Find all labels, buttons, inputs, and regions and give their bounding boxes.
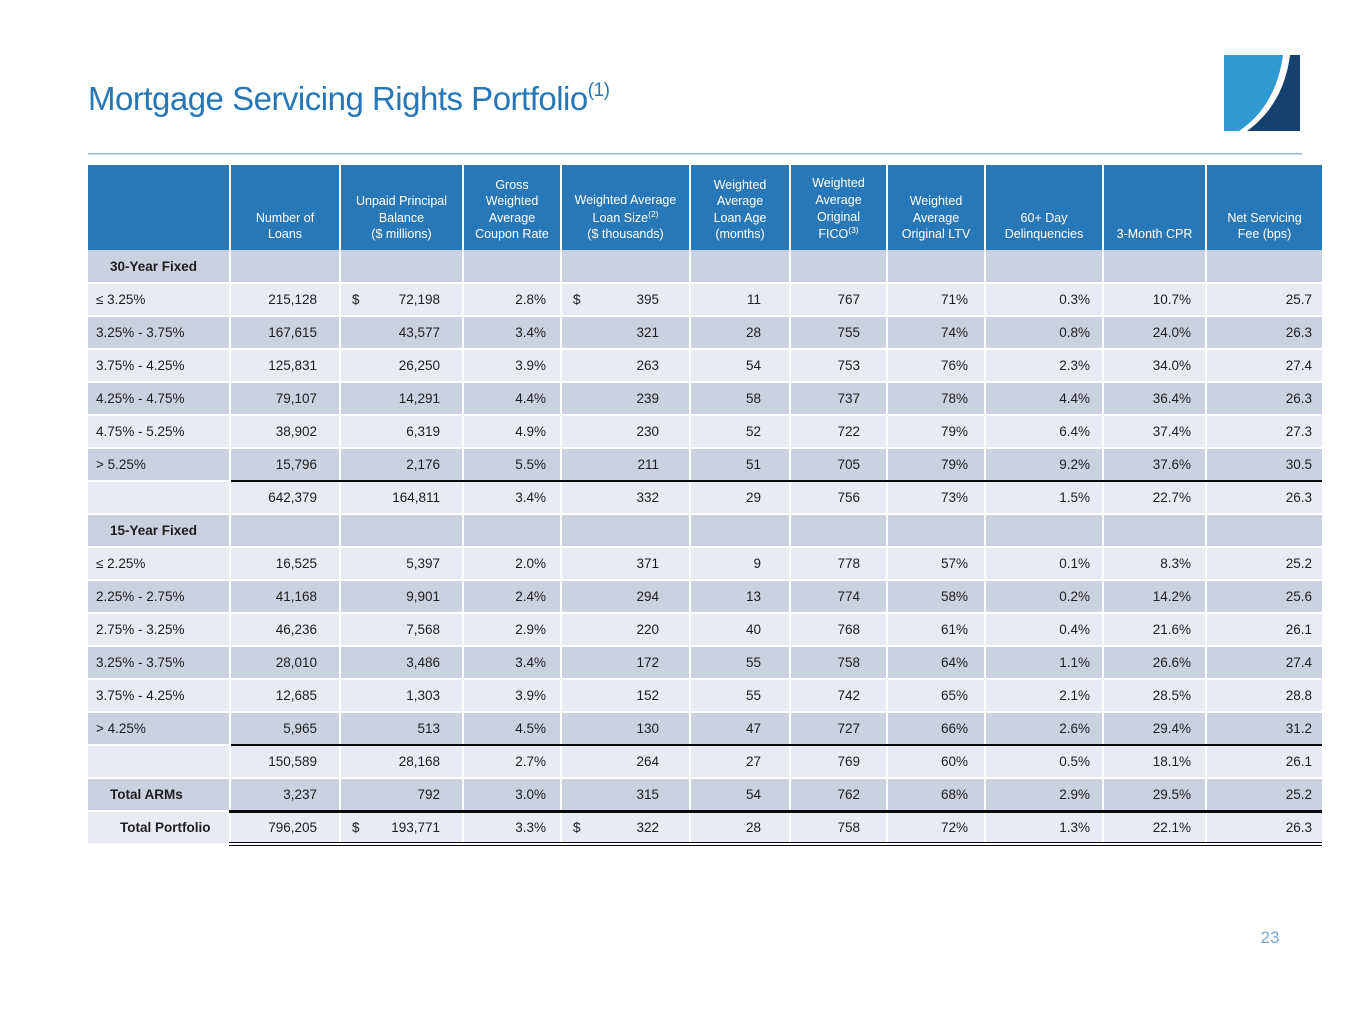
table-cell: 705 (790, 448, 887, 481)
table-cell: 73% (887, 481, 985, 514)
column-header-3-month-cpr: 3-Month CPR (1103, 165, 1206, 250)
table-cell: 9.2% (985, 448, 1103, 481)
table-cell: 8.3% (1103, 547, 1206, 580)
table-cell (1206, 250, 1322, 283)
table-cell: 755 (790, 316, 887, 349)
table-cell: 0.3% (985, 283, 1103, 316)
table-cell: 2.1% (985, 679, 1103, 712)
msr-table-wrap (88, 165, 1322, 846)
table-cell: 26.1 (1206, 745, 1322, 778)
table-cell: 10.7% (1103, 283, 1206, 316)
table-row-4.25 (88, 712, 1322, 745)
table-cell: 64% (887, 646, 985, 679)
table-cell: 264 (561, 745, 690, 778)
table-cell: 1.3% (985, 811, 1103, 844)
table-cell: 26.1 (1206, 613, 1322, 646)
table-cell: 22.7% (1103, 481, 1206, 514)
page-title-text: Mortgage Servicing Rights Portfolio (88, 80, 588, 117)
table-row-2.25 (88, 547, 1322, 580)
table-cell: 27.3 (1206, 415, 1322, 448)
table-cell: 150,589 (230, 745, 340, 778)
table-cell: 31.2 (1206, 712, 1322, 745)
table-cell: 230 (561, 415, 690, 448)
table-cell: 2.6% (985, 712, 1103, 745)
table-cell: 76% (887, 349, 985, 382)
table-cell: 25.6 (1206, 580, 1322, 613)
table-cell: 13 (690, 580, 790, 613)
table-cell: 0.1% (985, 547, 1103, 580)
table-cell: 321 (561, 316, 690, 349)
table-cell (561, 811, 690, 844)
table-cell: 722 (790, 415, 887, 448)
table-cell: 332 (561, 481, 690, 514)
table-row-subtotal (88, 745, 1322, 778)
table-cell: 26.3 (1206, 811, 1322, 844)
table-cell: 263 (561, 349, 690, 382)
table-cell: 769 (790, 745, 887, 778)
table-row-2.75-3.25 (88, 613, 1322, 646)
table-cell: 14.2% (1103, 580, 1206, 613)
header-footnote-marker: (3) (848, 225, 859, 236)
table-cell: 2.8% (463, 283, 561, 316)
table-cell: 294 (561, 580, 690, 613)
table-cell (561, 283, 690, 316)
row-label: 30-Year Fixed (88, 250, 230, 283)
table-cell: 3.9% (463, 679, 561, 712)
table-cell: 742 (790, 679, 887, 712)
table-cell: 767 (790, 283, 887, 316)
table-cell: 28.5% (1103, 679, 1206, 712)
company-logo (1224, 55, 1300, 131)
table-cell: 26,250 (340, 349, 463, 382)
row-label: Total ARMs (88, 778, 230, 811)
table-cell: 778 (790, 547, 887, 580)
table-cell: 25.2 (1206, 778, 1322, 811)
portfolio-table (88, 165, 1322, 846)
table-cell (1103, 514, 1206, 547)
table-cell: 4.4% (985, 382, 1103, 415)
table-cell: 43,577 (340, 316, 463, 349)
company-logo-icon (1224, 55, 1300, 131)
row-label: 15-Year Fixed (88, 514, 230, 547)
table-cell (690, 514, 790, 547)
table-cell (463, 250, 561, 283)
column-header-number-of-loans: Number of Loans (230, 165, 340, 250)
cell-value: 193,771 (391, 819, 440, 835)
table-cell (230, 250, 340, 283)
table-cell: 55 (690, 679, 790, 712)
table-cell (340, 514, 463, 547)
table-row-3.25-3.75 (88, 316, 1322, 349)
table-cell (790, 514, 887, 547)
cell-value: 322 (636, 819, 659, 835)
table-cell: 54 (690, 349, 790, 382)
table-cell (561, 514, 690, 547)
table-cell: 12,685 (230, 679, 340, 712)
table-cell: 125,831 (230, 349, 340, 382)
table-cell: 0.5% (985, 745, 1103, 778)
column-header-weighted-average-original-ltv: Weighted Average Original LTV (887, 165, 985, 250)
table-cell: 79% (887, 415, 985, 448)
table-row-3.75-4.25 (88, 349, 1322, 382)
row-label: 3.75% - 4.25% (88, 349, 230, 382)
table-cell (985, 250, 1103, 283)
table-cell: 1.1% (985, 646, 1103, 679)
table-cell: 58% (887, 580, 985, 613)
table-cell (340, 811, 463, 844)
table-cell: 65% (887, 679, 985, 712)
table-cell: 4.9% (463, 415, 561, 448)
table-cell: 30.5 (1206, 448, 1322, 481)
table-cell: 51 (690, 448, 790, 481)
table-cell: 71% (887, 283, 985, 316)
table-cell: 758 (790, 646, 887, 679)
table-cell (340, 283, 463, 316)
table-cell: 2,176 (340, 448, 463, 481)
table-cell: 5,397 (340, 547, 463, 580)
table-cell: 762 (790, 778, 887, 811)
table-cell: 26.3 (1206, 481, 1322, 514)
column-header-weighted-average-loan-age: Weighted Average Loan Age (months) (690, 165, 790, 250)
table-cell (887, 250, 985, 283)
table-cell: 0.2% (985, 580, 1103, 613)
page-title (88, 80, 609, 118)
table-cell: 9 (690, 547, 790, 580)
table-cell: 78% (887, 382, 985, 415)
table-cell: 28,168 (340, 745, 463, 778)
cell-value: 395 (636, 292, 659, 307)
table-cell: 7,568 (340, 613, 463, 646)
table-cell: 5.5% (463, 448, 561, 481)
table-cell: 25.2 (1206, 547, 1322, 580)
table-row-4.25-4.75 (88, 382, 1322, 415)
row-label (88, 481, 230, 514)
table-cell (230, 514, 340, 547)
table-header-row (88, 165, 1322, 250)
table-cell: 26.6% (1103, 646, 1206, 679)
table-cell: 18.1% (1103, 745, 1206, 778)
table-cell: 0.8% (985, 316, 1103, 349)
table-cell: 27.4 (1206, 349, 1322, 382)
table-cell: 753 (790, 349, 887, 382)
table-cell: 768 (790, 613, 887, 646)
table-cell: 756 (790, 481, 887, 514)
table-cell: 2.7% (463, 745, 561, 778)
table-cell: 58 (690, 382, 790, 415)
currency-symbol: $ (573, 819, 581, 835)
table-cell: 3,237 (230, 778, 340, 811)
column-header-row-label (88, 165, 230, 250)
table-cell: 3.3% (463, 811, 561, 844)
header-footnote-marker: (2) (648, 208, 659, 219)
row-label: > 4.25% (88, 712, 230, 745)
table-cell: 0.4% (985, 613, 1103, 646)
table-cell: 315 (561, 778, 690, 811)
table-cell: 774 (790, 580, 887, 613)
table-cell (561, 250, 690, 283)
table-cell: 2.0% (463, 547, 561, 580)
table-cell: 37.4% (1103, 415, 1206, 448)
column-header-60-plus-day-delinquencies: 60+ Day Delinquencies (985, 165, 1103, 250)
table-cell: 29 (690, 481, 790, 514)
table-cell: 26.3 (1206, 382, 1322, 415)
row-label: ≤ 2.25% (88, 547, 230, 580)
table-cell: 27.4 (1206, 646, 1322, 679)
column-header-weighted-average-loan-size: Weighted Average Loan Size$^{(2)}$ ($ thousands) (561, 165, 690, 250)
table-cell: 4.5% (463, 712, 561, 745)
table-cell: 55 (690, 646, 790, 679)
table-cell: 28,010 (230, 646, 340, 679)
table-cell: 46,236 (230, 613, 340, 646)
table-cell: 2.3% (985, 349, 1103, 382)
table-row-4.75-5.25 (88, 415, 1322, 448)
table-cell: 60% (887, 745, 985, 778)
table-row-3.75-4.25 (88, 679, 1322, 712)
table-cell: 1,303 (340, 679, 463, 712)
table-row-total-arms (88, 778, 1322, 811)
table-cell: 239 (561, 382, 690, 415)
table-cell: 57% (887, 547, 985, 580)
table-cell: 28 (690, 811, 790, 844)
table-row-total-portfolio (88, 811, 1322, 844)
table-row-2.25-2.75 (88, 580, 1322, 613)
table-cell: 3.4% (463, 316, 561, 349)
table-cell: 11 (690, 283, 790, 316)
table-row-5.25 (88, 448, 1322, 481)
row-label: 3.75% - 4.25% (88, 679, 230, 712)
table-cell (790, 250, 887, 283)
table-cell: 26.3 (1206, 316, 1322, 349)
table-cell: 164,811 (340, 481, 463, 514)
row-label: ≤ 3.25% (88, 283, 230, 316)
cell-value: 72,198 (398, 292, 440, 307)
title-footnote-marker: (1) (587, 80, 610, 101)
table-cell (340, 250, 463, 283)
table-cell: 152 (561, 679, 690, 712)
column-header-gross-weighted-average-coupon-rate: Gross Weighted Average Coupon Rate (463, 165, 561, 250)
row-label: 4.25% - 4.75% (88, 382, 230, 415)
table-cell: 3.0% (463, 778, 561, 811)
table-cell: 211 (561, 448, 690, 481)
currency-symbol: $ (573, 292, 581, 307)
table-cell: 3.9% (463, 349, 561, 382)
table-row-3.25-3.75 (88, 646, 1322, 679)
table-cell: 21.6% (1103, 613, 1206, 646)
table-cell: 47 (690, 712, 790, 745)
table-cell: 167,615 (230, 316, 340, 349)
table-cell: 28.8 (1206, 679, 1322, 712)
table-cell: 24.0% (1103, 316, 1206, 349)
table-cell (887, 514, 985, 547)
table-cell: 758 (790, 811, 887, 844)
table-cell: 1.5% (985, 481, 1103, 514)
table-cell: 796,205 (230, 811, 340, 844)
table-cell: 37.6% (1103, 448, 1206, 481)
table-cell: 40 (690, 613, 790, 646)
table-cell: 2.9% (985, 778, 1103, 811)
table-cell: 737 (790, 382, 887, 415)
page-number: 23 (1260, 928, 1280, 947)
currency-symbol: $ (352, 819, 360, 835)
table-cell: 2.9% (463, 613, 561, 646)
row-label: 2.75% - 3.25% (88, 613, 230, 646)
table-cell: 14,291 (340, 382, 463, 415)
table-row-15-year-fixed (88, 514, 1322, 547)
row-label: 2.25% - 2.75% (88, 580, 230, 613)
table-cell: 4.4% (463, 382, 561, 415)
table-cell: 74% (887, 316, 985, 349)
table-cell: 3.4% (463, 481, 561, 514)
table-cell (690, 250, 790, 283)
column-header-net-servicing-fee: Net Servicing Fee (bps) (1206, 165, 1322, 250)
table-row-subtotal (88, 481, 1322, 514)
table-cell: 3,486 (340, 646, 463, 679)
table-cell: 54 (690, 778, 790, 811)
table-cell: 15,796 (230, 448, 340, 481)
row-label: 3.25% - 3.75% (88, 646, 230, 679)
table-cell (463, 514, 561, 547)
column-header-weighted-average-original-fico: Weighted Average Original FICO$^{(3)}$ (790, 165, 887, 250)
row-label: > 5.25% (88, 448, 230, 481)
table-cell: 6.4% (985, 415, 1103, 448)
table-cell (1206, 514, 1322, 547)
table-row-3.25 (88, 283, 1322, 316)
table-cell: 371 (561, 547, 690, 580)
table-cell: 215,128 (230, 283, 340, 316)
table-cell: 72% (887, 811, 985, 844)
table-cell: 25.7 (1206, 283, 1322, 316)
table-cell: 792 (340, 778, 463, 811)
currency-symbol: $ (352, 292, 360, 307)
table-cell: 130 (561, 712, 690, 745)
table-cell: 22.1% (1103, 811, 1206, 844)
table-cell: 68% (887, 778, 985, 811)
table-cell: 29.4% (1103, 712, 1206, 745)
title-divider (88, 153, 1302, 155)
table-cell: 79,107 (230, 382, 340, 415)
table-cell: 727 (790, 712, 887, 745)
row-label: Total Portfolio (88, 811, 230, 844)
table-cell: 6,319 (340, 415, 463, 448)
row-label (88, 745, 230, 778)
table-cell: 38,902 (230, 415, 340, 448)
column-header-unpaid-principal-balance: Unpaid Principal Balance ($ millions) (340, 165, 463, 250)
table-cell: 5,965 (230, 712, 340, 745)
table-cell: 34.0% (1103, 349, 1206, 382)
table-cell: 36.4% (1103, 382, 1206, 415)
table-cell (1103, 250, 1206, 283)
table-cell: 9,901 (340, 580, 463, 613)
table-cell: 28 (690, 316, 790, 349)
table-cell: 220 (561, 613, 690, 646)
table-cell: 66% (887, 712, 985, 745)
row-label: 4.75% - 5.25% (88, 415, 230, 448)
table-cell: 29.5% (1103, 778, 1206, 811)
table-cell: 61% (887, 613, 985, 646)
table-cell: 172 (561, 646, 690, 679)
table-cell: 41,168 (230, 580, 340, 613)
row-label: 3.25% - 3.75% (88, 316, 230, 349)
table-cell: 16,525 (230, 547, 340, 580)
table-cell: 52 (690, 415, 790, 448)
table-cell: 642,379 (230, 481, 340, 514)
table-cell (985, 514, 1103, 547)
table-cell: 79% (887, 448, 985, 481)
table-cell: 513 (340, 712, 463, 745)
table-cell: 2.4% (463, 580, 561, 613)
table-cell: 27 (690, 745, 790, 778)
table-row-30-year-fixed (88, 250, 1322, 283)
table-cell: 3.4% (463, 646, 561, 679)
